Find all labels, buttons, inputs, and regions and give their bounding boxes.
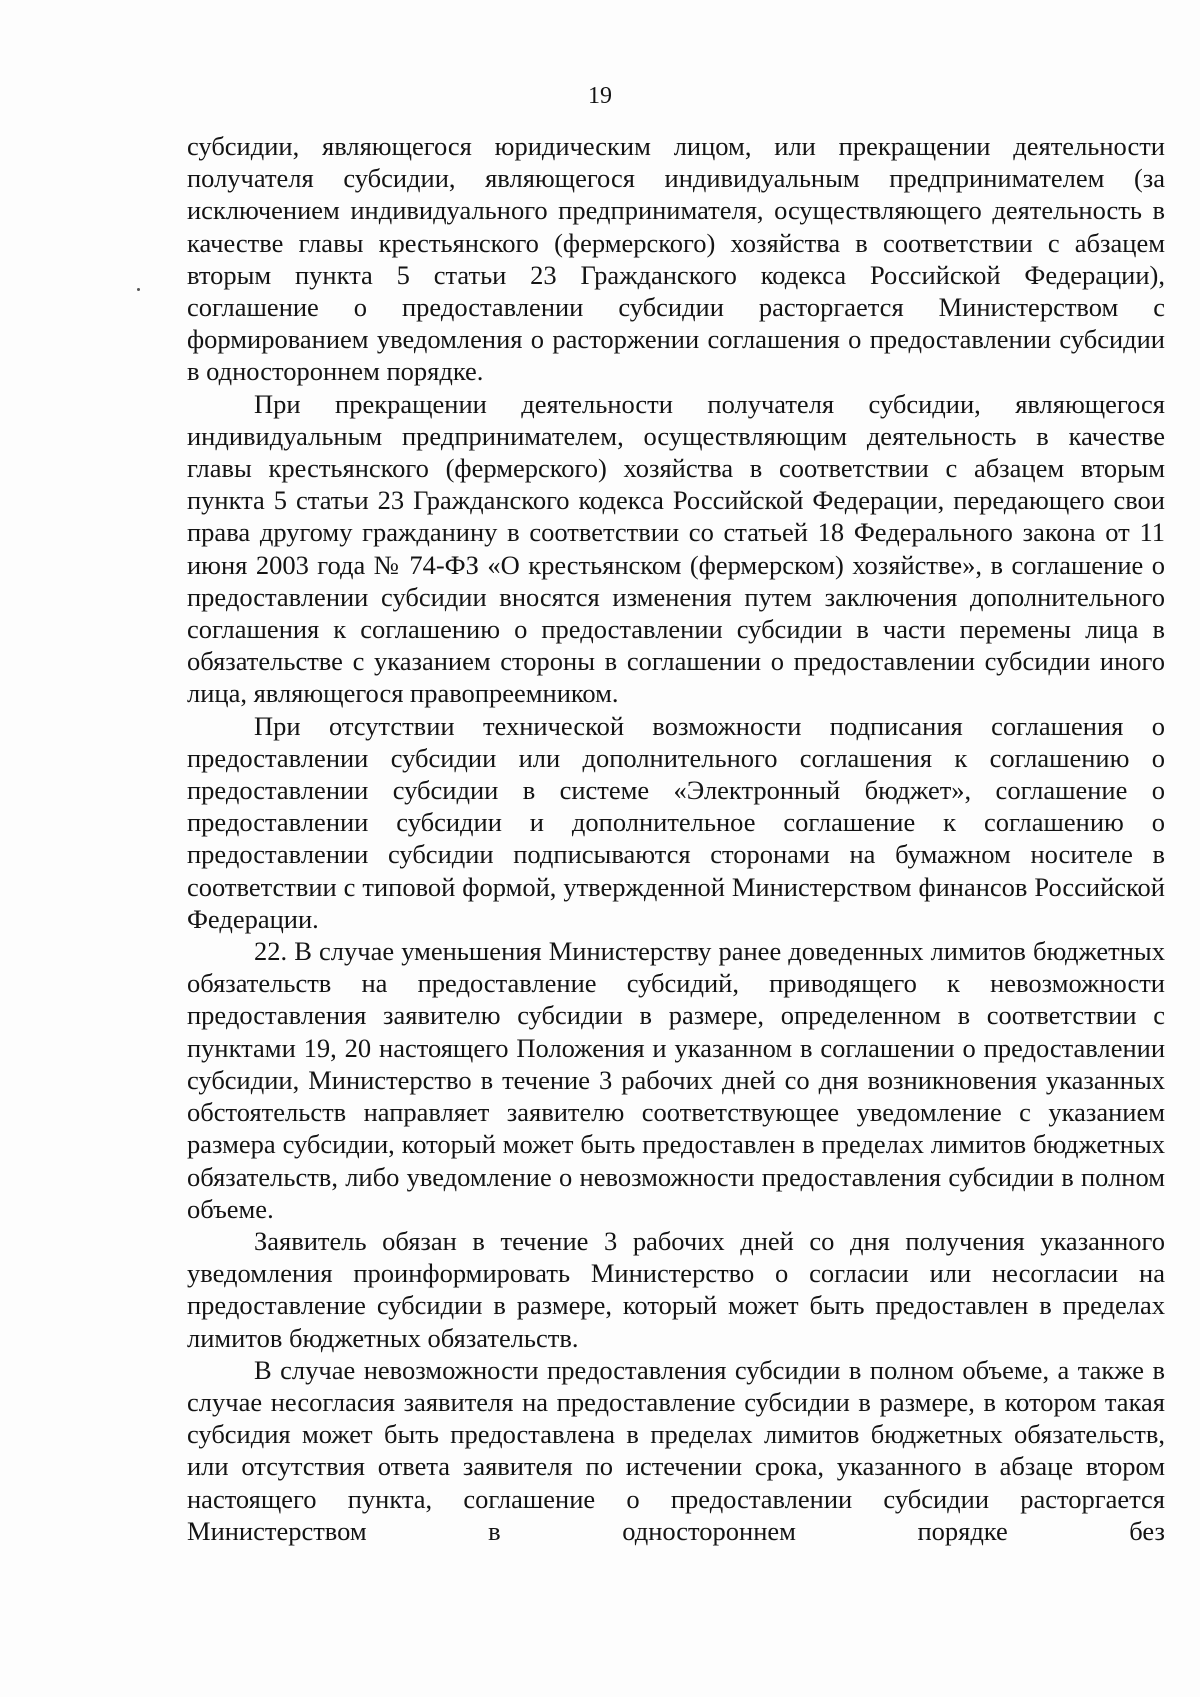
document-body	[187, 130, 1165, 1547]
paragraph-continuation: субсидии, являющегося юридическим лицом, или прекращении деятельности получателя субсидии, являющегося индивидуальным предпринимателем (за исключением индивидуального предпринимателя, осуществляющего деятельность в качестве главы крестьянского (фермерского) хозяйства в соответствии с абзацем вторым пункта 5 статьи 23 Гражданского кодекса Российской Федерации), соглашение о предоставлении субсидии расторгается Министерством с формированием уведомления о расторжении соглашения о предоставлении субсидии в одностороннем порядке.	[187, 131, 1165, 387]
paragraph-paper-signing: При отсутствии технической возможности подписания соглашения о предоставлении субсидии или дополнительного соглашения к соглашению о предоставлении субсидии в системе «Электронный бюджет», соглашение о предоставлении субсидии и дополнительное соглашение к соглашению о предоставлении субсидии подписываются сторонами на бумажном носителе в соответствии с типовой формой, утвержденной Министерством финансов Российской Федерации.	[187, 710, 1165, 934]
paragraph-clause-22: 22. В случае уменьшения Министерству ранее доведенных лимитов бюджетных обязательств на предоставление субсидий, приводящего к невозможности предоставления заявителю субсидии в размере, определенном в соответствии с пунктами 19, 20 настоящего Положения и указанном в соглашении о предоставлении субсидии, Министерство в течение 3 рабочих дней со дня возникновения указанных обстоятельств направляет заявителю соответствующее уведомление с указанием размера субсидии, который может быть предоставлен в пределах лимитов бюджетных обязательств, либо уведомление о невозможности предоставления субсидии в полном объеме.	[187, 936, 1165, 1224]
scan-speck	[137, 288, 140, 291]
paragraph-termination: В случае невозможности предоставления субсидии в полном объеме, а также в случае несогласия заявителя на предоставление субсидии в размере, в котором такая субсидия может быть предоставлена в пределах лимитов бюджетных обязательств, или отсутствия ответа заявителя по истечении срока, указанного в абзаце втором настоящего пункта, соглашение о предоставлении субсидии расторгается Министерством в одностороннем порядке без	[187, 1354, 1165, 1546]
paragraph-applicant-response: Заявитель обязан в течение 3 рабочих дней со дня получения указанного уведомления проинформировать Министерство о согласии или несогласии на предоставление субсидии в размере, который может быть предоставлен в пределах лимитов бюджетных обязательств.	[187, 1225, 1165, 1353]
paragraph-successor: При прекращении деятельности получателя субсидии, являющегося индивидуальным предпринимателем, осуществляющим деятельность в качестве главы крестьянского (фермерского) хозяйства в соответствии с абзацем вторым пункта 5 статьи 23 Гражданского кодекса Российской Федерации, передающего свои права другому гражданину в соответствии со статьей 18 Федерального закона от 11 июня 2003 года № 74-ФЗ «О крестьянском (фермерском) хозяйстве», в соглашение о предоставлении субсидии вносятся изменения путем заключения дополнительного соглашения к соглашению о предоставлении субсидии в части перемены лица в обязательстве с указанием стороны в соглашении о предоставлении субсидии иного лица, являющегося правопреемником.	[187, 388, 1165, 709]
page-number: 19	[588, 83, 612, 109]
